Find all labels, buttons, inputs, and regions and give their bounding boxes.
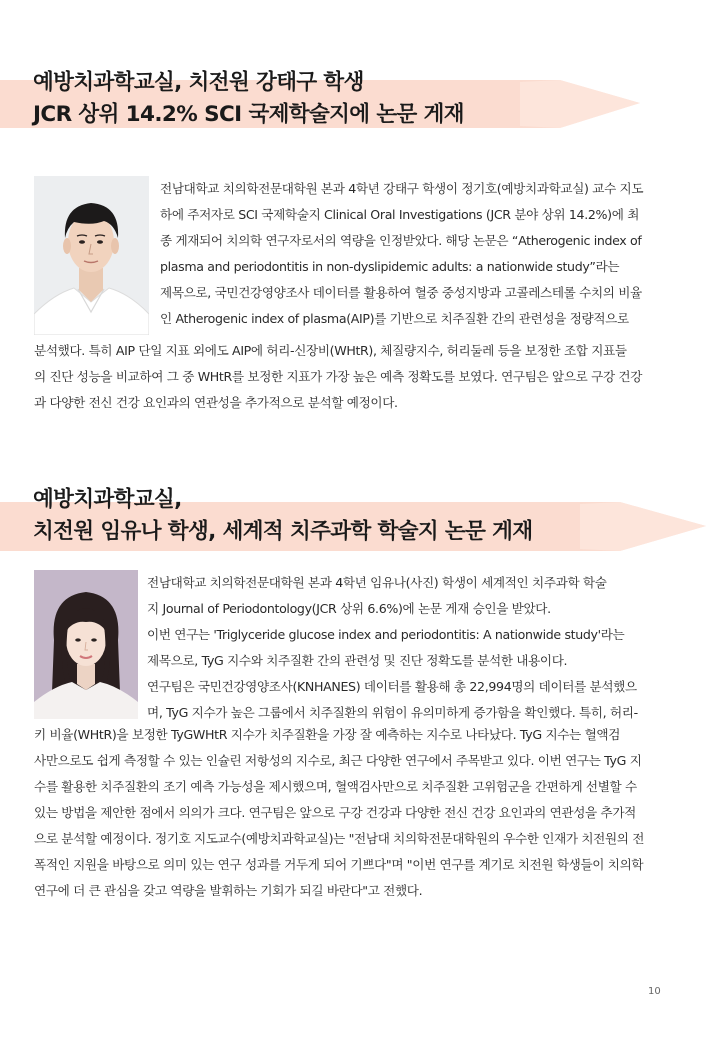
article-2-title xyxy=(33,484,532,548)
page-number: 10 xyxy=(648,986,661,997)
article-1-line: 제목으로, 국민건강영양조사 데이터를 활용하여 혈중 중성지방과 고콜레스테롤 수치의 비율 xyxy=(160,285,642,300)
article-1-line: 전남대학교 치의학전문대학원 본과 4학년 강태구 학생이 정기호(예방치과학교실) 교수 지도 xyxy=(160,181,644,196)
article-1-line: 하에 주저자로 SCI 국제학술지 Clinical Oral Investigations (JCR 분야 상위 14.2%)에 최 xyxy=(160,207,640,222)
article-2-line: 지 Journal of Periodontology(JCR 상위 6.6%)에 논문 게재 승인을 받았다. xyxy=(147,601,551,616)
article-1-title-line-2: JCR 상위 14.2% SCI 국제학술지에 논문 게재 xyxy=(33,102,464,127)
portrait-female-student xyxy=(34,570,138,719)
article-1-line: 분석했다. 특히 AIP 단일 지표 외에도 AIP에 허리-신장비(WHtR), 체질량지수, 허리둘레 등을 보정한 조합 지표들 xyxy=(34,343,627,358)
article-1-line: plasma and periodontitis in non-dyslipidemic adults: a nationwide study”라는 xyxy=(160,259,620,274)
portrait-male-student xyxy=(34,176,149,335)
article-1-line: 과 다양한 전신 건강 요인과의 연관성을 추가적으로 분석할 예정이다. xyxy=(34,395,398,410)
article-2-line: 있는 방법을 제안한 점에서 의의가 크다. 연구팀은 앞으로 구강 건강과 다양한 전신 건강 요인과의 연관성을 추가적 xyxy=(34,805,636,820)
article-2-line: 연구에 더 큰 관심을 갖고 역량을 발휘하는 기회가 되길 바란다"고 전했다. xyxy=(34,883,423,898)
article-2-line: 폭적인 지원을 바탕으로 의미 있는 연구 성과를 거두게 되어 기쁘다"며 "이번 연구를 계기로 치전원 학생들이 치의학 xyxy=(34,857,644,872)
article-2-photo xyxy=(34,570,138,719)
article-2-line: 키 비율(WHtR)을 보정한 TyGWHtR 지수가 치주질환을 가장 잘 예측하는 지수로 나타났다. TyG 지수는 혈액검 xyxy=(34,727,621,742)
article-2-line: 으로 분석할 예정이다. 정기호 지도교수(예방치과학교실)는 "전남대 치의학전문대학원의 우수한 인재가 치전원의 전 xyxy=(34,831,645,846)
article-2-title-line-2: 치전원 임유나 학생, 세계적 치주과학 학술지 논문 게재 xyxy=(33,519,533,544)
article-1-line: 의 진단 성능을 비교하여 그 중 WHtR를 보정한 지표가 가장 높은 예측 정확도를 보였다. 연구팀은 앞으로 구강 건강 xyxy=(34,369,643,384)
article-2-line: 수를 활용한 치주질환의 조기 예측 가능성을 제시했으며, 혈액검사만으로 치주질환 고위험군을 간편하게 선별할 수 xyxy=(34,779,637,794)
article-1-title xyxy=(33,67,464,131)
article-2-line: 며, TyG 지수가 높은 그룹에서 치주질환의 위험이 유의미하게 증가함을 확인했다. 특히, 허리- xyxy=(147,705,638,720)
article-2-line: 연구팀은 국민건강영양조사(KNHANES) 데이터를 활용해 총 22,994명의 데이터를 분석했으 xyxy=(147,679,637,694)
article-2-title-line-1: 예방치과학교실, xyxy=(33,487,182,512)
article-2-line: 전남대학교 치의학전문대학원 본과 4학년 임유나(사진) 학생이 세계적인 치주과학 학술 xyxy=(147,575,607,590)
article-2-line: 이번 연구는 'Triglyceride glucose index and periodontitis: A nationwide study'라는 xyxy=(147,627,625,642)
article-2-line: 사만으로도 쉽게 측정할 수 있는 인슐린 저항성의 지수로, 최근 다양한 연구에서 주목받고 있다. 이번 연구는 TyG 지 xyxy=(34,753,642,768)
article-1-title-line-1: 예방치과학교실, 치전원 강태구 학생 xyxy=(33,70,364,95)
article-1-line: 종 게재되어 치의학 연구자로서의 역량을 인정받았다. 해당 논문은 “Atherogenic index of xyxy=(160,233,642,248)
article-1-photo xyxy=(34,176,149,335)
article-2-line: 제목으로, TyG 지수와 치주질환 간의 관련성 및 진단 정확도를 분석한 내용이다. xyxy=(147,653,568,668)
article-1-line: 인 Atherogenic index of plasma(AIP)를 기반으로 치주질환 간의 관련성을 정량적으로 xyxy=(160,311,629,326)
